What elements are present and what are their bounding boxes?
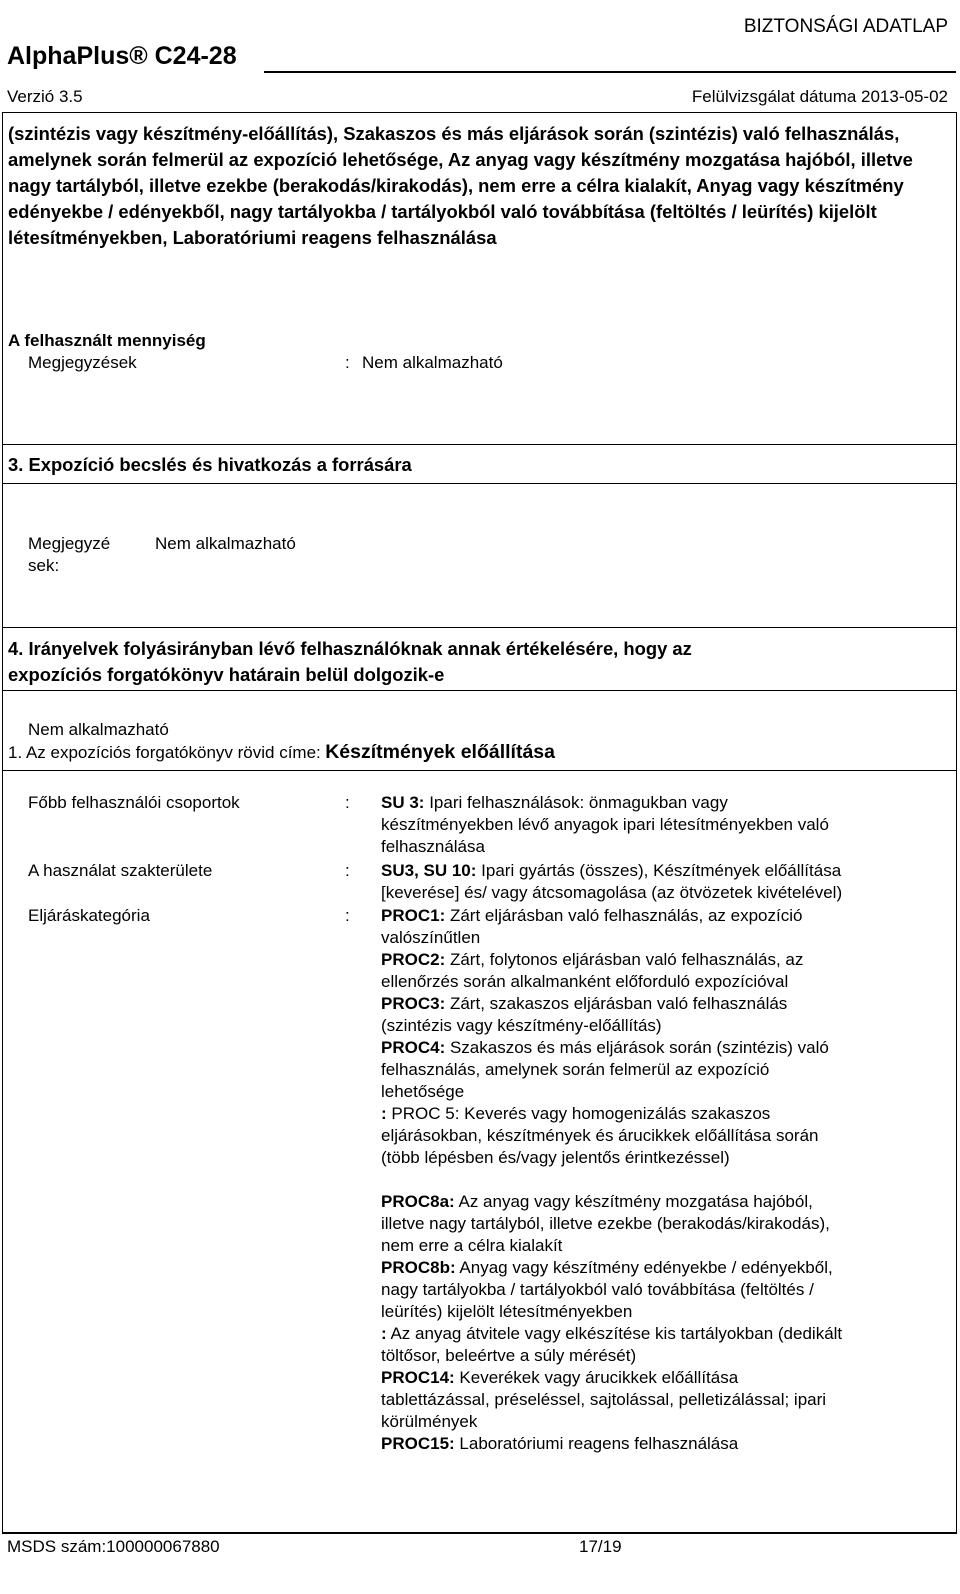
section3-bottom-rule — [2, 483, 957, 484]
section3-label-line1: Megjegyzé — [28, 534, 111, 553]
proc15: PROC15: Laboratóriumi reagens felhasználása — [381, 1434, 739, 1453]
proc3: PROC3: Zárt, szakaszos eljárásban való felhasználás — [381, 994, 788, 1013]
proc1: PROC1: Zárt eljárásban való felhasználás, az expozíció — [381, 906, 803, 925]
amount-value: Nem alkalmazható — [362, 353, 503, 372]
process-category-label: Eljáráskategória — [28, 906, 150, 925]
scenario-rule — [2, 770, 957, 771]
proc8a: PROC8a: Az anyag vagy készítmény mozgatása hajóból, — [381, 1192, 813, 1211]
su10-line1: Ipari gyártás (összes), Készítmények előállítása — [481, 861, 842, 880]
document-type: BIZTONSÁGI ADATLAP — [743, 16, 948, 37]
header-divider — [264, 71, 956, 73]
process-category-sep: : — [345, 906, 350, 925]
sector-of-use-label: A használat szakterülete — [28, 861, 213, 880]
revision-date: Felülvizsgálat dátuma 2013-05-02 — [691, 87, 948, 106]
user-groups-value — [381, 792, 951, 858]
section3-label-line2: sek: — [28, 556, 60, 575]
su3-code: SU 3: — [381, 793, 425, 812]
section4-title-line2: expozíciós forgatókönyv határain belül dolgozik-e — [8, 664, 445, 685]
section4-top-rule — [2, 627, 957, 628]
section4-title-line1: 4. Irányelvek folyásirányban lévő felhasználóknak annak értékelésére, hogy az — [8, 638, 692, 659]
su10-line2: [keverése] és/ vagy átcsomagolása (az ötvözetek kivételével) — [381, 883, 843, 902]
process-category-value: PROC1: Zárt eljárásban való felhasználás, az expozíció valószínűtlen PROC2: Zárt, folytonos eljárásban való felhasználás, az ellenőrzés során alkalmanként előforduló expozícióval PROC3: Zárt, szakaszos eljárásban való felhasználás (szintézis vagy készítmény-előállítás) PROC4: Szakaszos és más eljárások során (szintézis) való felhasználás, amelynek során felmerül az expozíció lehetősége : PROC 5: Keverés vagy homogenizálás szakaszos eljárásokban, készítmények és árucikkek előállítása során (több lépésben és/vagy jelentős érintkezéssel) PROC8a: Az anyag vagy készítmény mozgatása hajóból, illetve nagy tartályból, illetve ezekbe (berakodás/kirakodás), nem erre a célra kialakít PROC8b: Anyag vagy készítmény edényekbe / edényekből, nagy tartályokba / tartályokból való továbbítása (feltöltés / leürítés) kijelölt létesítményekben : Az anyag átvitele vagy elkészítése kis tartályokban (dedikált töltősor, beleértve a súly mérését) PROC14: Keverékek vagy árucikkek előállítása tablettázással, préseléssel, sajtolással, pelletizálással; ipari körülmények PROC15: Laboratóriumi reagens felhasználása — [381, 905, 951, 1455]
sector-of-use-sep: : — [345, 861, 350, 880]
footer-rule — [2, 1533, 957, 1534]
continued-text: (szintézis vagy készítmény-előállítás), Szakaszos és más eljárások során (szintézis) való felhasználás, amelynek során felmerül az expozíció lehetősége, Az anyag vagy készítmény mozgatása hajóból, illetve nagy tartályból, illetve ezekbe (berakodás/kirakodás), nem erre a célra kialakít, Anyag vagy készítmény edényekbe / edényekből, nagy tartályokba / tartályokból való továbbítása (feltöltés / leürítés) kijelölt létesítményekben, Laboratóriumi reagens felhasználása — [8, 123, 913, 248]
proc9: : Az anyag átvitele vagy elkészítése kis tartályokban (dedikált — [381, 1324, 843, 1343]
su3-line2: készítményekben lévő anyagok ipari létesítményekben való — [381, 815, 829, 834]
su10-code: SU3, SU 10: — [381, 861, 477, 880]
section4-bottom-rule — [2, 690, 957, 691]
amount-sep: : — [345, 353, 350, 372]
section3-value: Nem alkalmazható — [155, 534, 296, 553]
proc5: : PROC 5: Keverés vagy homogenizálás szakaszos — [381, 1104, 771, 1123]
scenario-title-line — [8, 741, 555, 764]
su3-line3: felhasználása — [381, 837, 485, 856]
section3-top-rule — [2, 444, 957, 445]
proc4: PROC4: Szakaszos és más eljárások során (szintézis) való — [381, 1038, 829, 1057]
scenario-title: Készítmények előállítása — [325, 741, 556, 763]
user-groups-sep: : — [345, 793, 350, 812]
msds-number: MSDS szám:100000067880 — [7, 1537, 220, 1556]
version: Verzió 3.5 — [7, 87, 83, 106]
section3-title: 3. Expozíció becslés és hivatkozás a forrására — [8, 454, 412, 475]
su3-line1: Ipari felhasználások: önmagukban vagy — [429, 793, 728, 812]
proc8b: PROC8b: Anyag vagy készítmény edényekbe / edényekből, — [381, 1258, 833, 1277]
proc14: PROC14: Keverékek vagy árucikkek előállítása — [381, 1368, 739, 1387]
proc2: PROC2: Zárt, folytonos eljárásban való felhasználás, az — [381, 950, 804, 969]
amount-title: A felhasznált mennyiség — [8, 331, 206, 350]
scenario-prefix: 1. Az expozíciós forgatókönyv rövid címe: — [8, 743, 321, 762]
section4-value: Nem alkalmazható — [28, 720, 169, 739]
amount-label: Megjegyzések — [28, 353, 137, 372]
product-name: AlphaPlus® C24-28 — [7, 42, 237, 70]
page-number: 17/19 — [579, 1537, 622, 1556]
sector-of-use-value — [381, 860, 951, 904]
user-groups-label: Főbb felhasználói csoportok — [28, 793, 240, 812]
